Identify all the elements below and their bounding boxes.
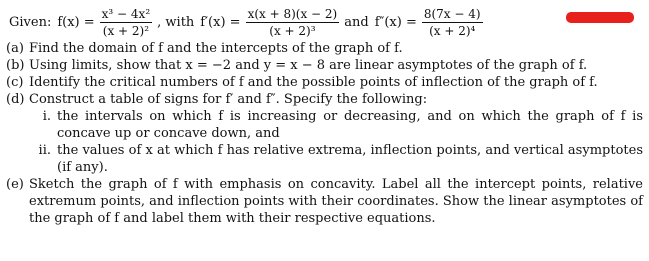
question-c — [6, 74, 643, 91]
given-statement — [6, 5, 485, 39]
question-d — [6, 91, 643, 108]
fprime-fraction — [246, 7, 340, 38]
subquestion-label: i. — [42, 109, 51, 124]
f-denominator: (x + 2)² — [102, 23, 150, 38]
question-label: (b) — [6, 58, 25, 73]
subquestion-ii — [6, 142, 643, 176]
f-fraction — [100, 7, 152, 38]
fprime-denominator: (x + 2)³ — [269, 23, 316, 38]
question-text: Construct a table of signs for f′ and f″. Specify the following: — [29, 92, 428, 107]
with-text: , with — [157, 14, 195, 30]
given-label: Given: — [9, 14, 52, 30]
question-text: Find the domain of f and the intercepts of the graph of f. — [29, 41, 403, 56]
question-text: Identify the critical numbers of f and the possible points of inflection of the graph of f. — [29, 75, 598, 90]
question-label: (c) — [6, 75, 24, 90]
f-lhs: f(x) = — [57, 14, 95, 30]
subquestion-text: the intervals on which f is increasing or decreasing, and on which the graph of f is concave up or concave down, and — [57, 109, 643, 141]
question-a — [6, 40, 643, 57]
question-e — [6, 176, 643, 227]
subquestion-i — [6, 108, 643, 142]
question-label: (a) — [6, 41, 24, 56]
question-label: (d) — [6, 92, 25, 107]
subquestion-label: ii. — [38, 143, 51, 158]
redaction-mark — [566, 12, 634, 23]
question-list — [6, 40, 643, 227]
question-text: Sketch the graph of f with emphasis on concavity. Label all the intercept points, relative extremum points, and inflection points with their coordinates. Show the linear asymptotes of the graph of f and label them with their respective equations. — [29, 177, 643, 226]
and-text: and — [344, 14, 369, 30]
fprime-lhs: f′(x) = — [200, 14, 241, 30]
fdoubleprime-denominator: (x + 2)⁴ — [429, 23, 476, 38]
fdoubleprime-lhs: f″(x) = — [374, 14, 417, 30]
question-text: Using limits, show that x = −2 and y = x − 8 are linear asymptotes of the graph of f. — [29, 58, 588, 73]
fdoubleprime-fraction — [422, 7, 483, 38]
subquestion-text: the values of x at which f has relative extrema, inflection points, and vertical asymptotes (if any). — [57, 143, 643, 175]
fdoubleprime-numerator: 8(7x − 4) — [423, 6, 481, 21]
question-label: (e) — [6, 177, 24, 192]
f-numerator: x³ − 4x² — [101, 6, 151, 21]
fprime-numerator: x(x + 8)(x − 2) — [247, 6, 338, 21]
question-b — [6, 57, 643, 74]
